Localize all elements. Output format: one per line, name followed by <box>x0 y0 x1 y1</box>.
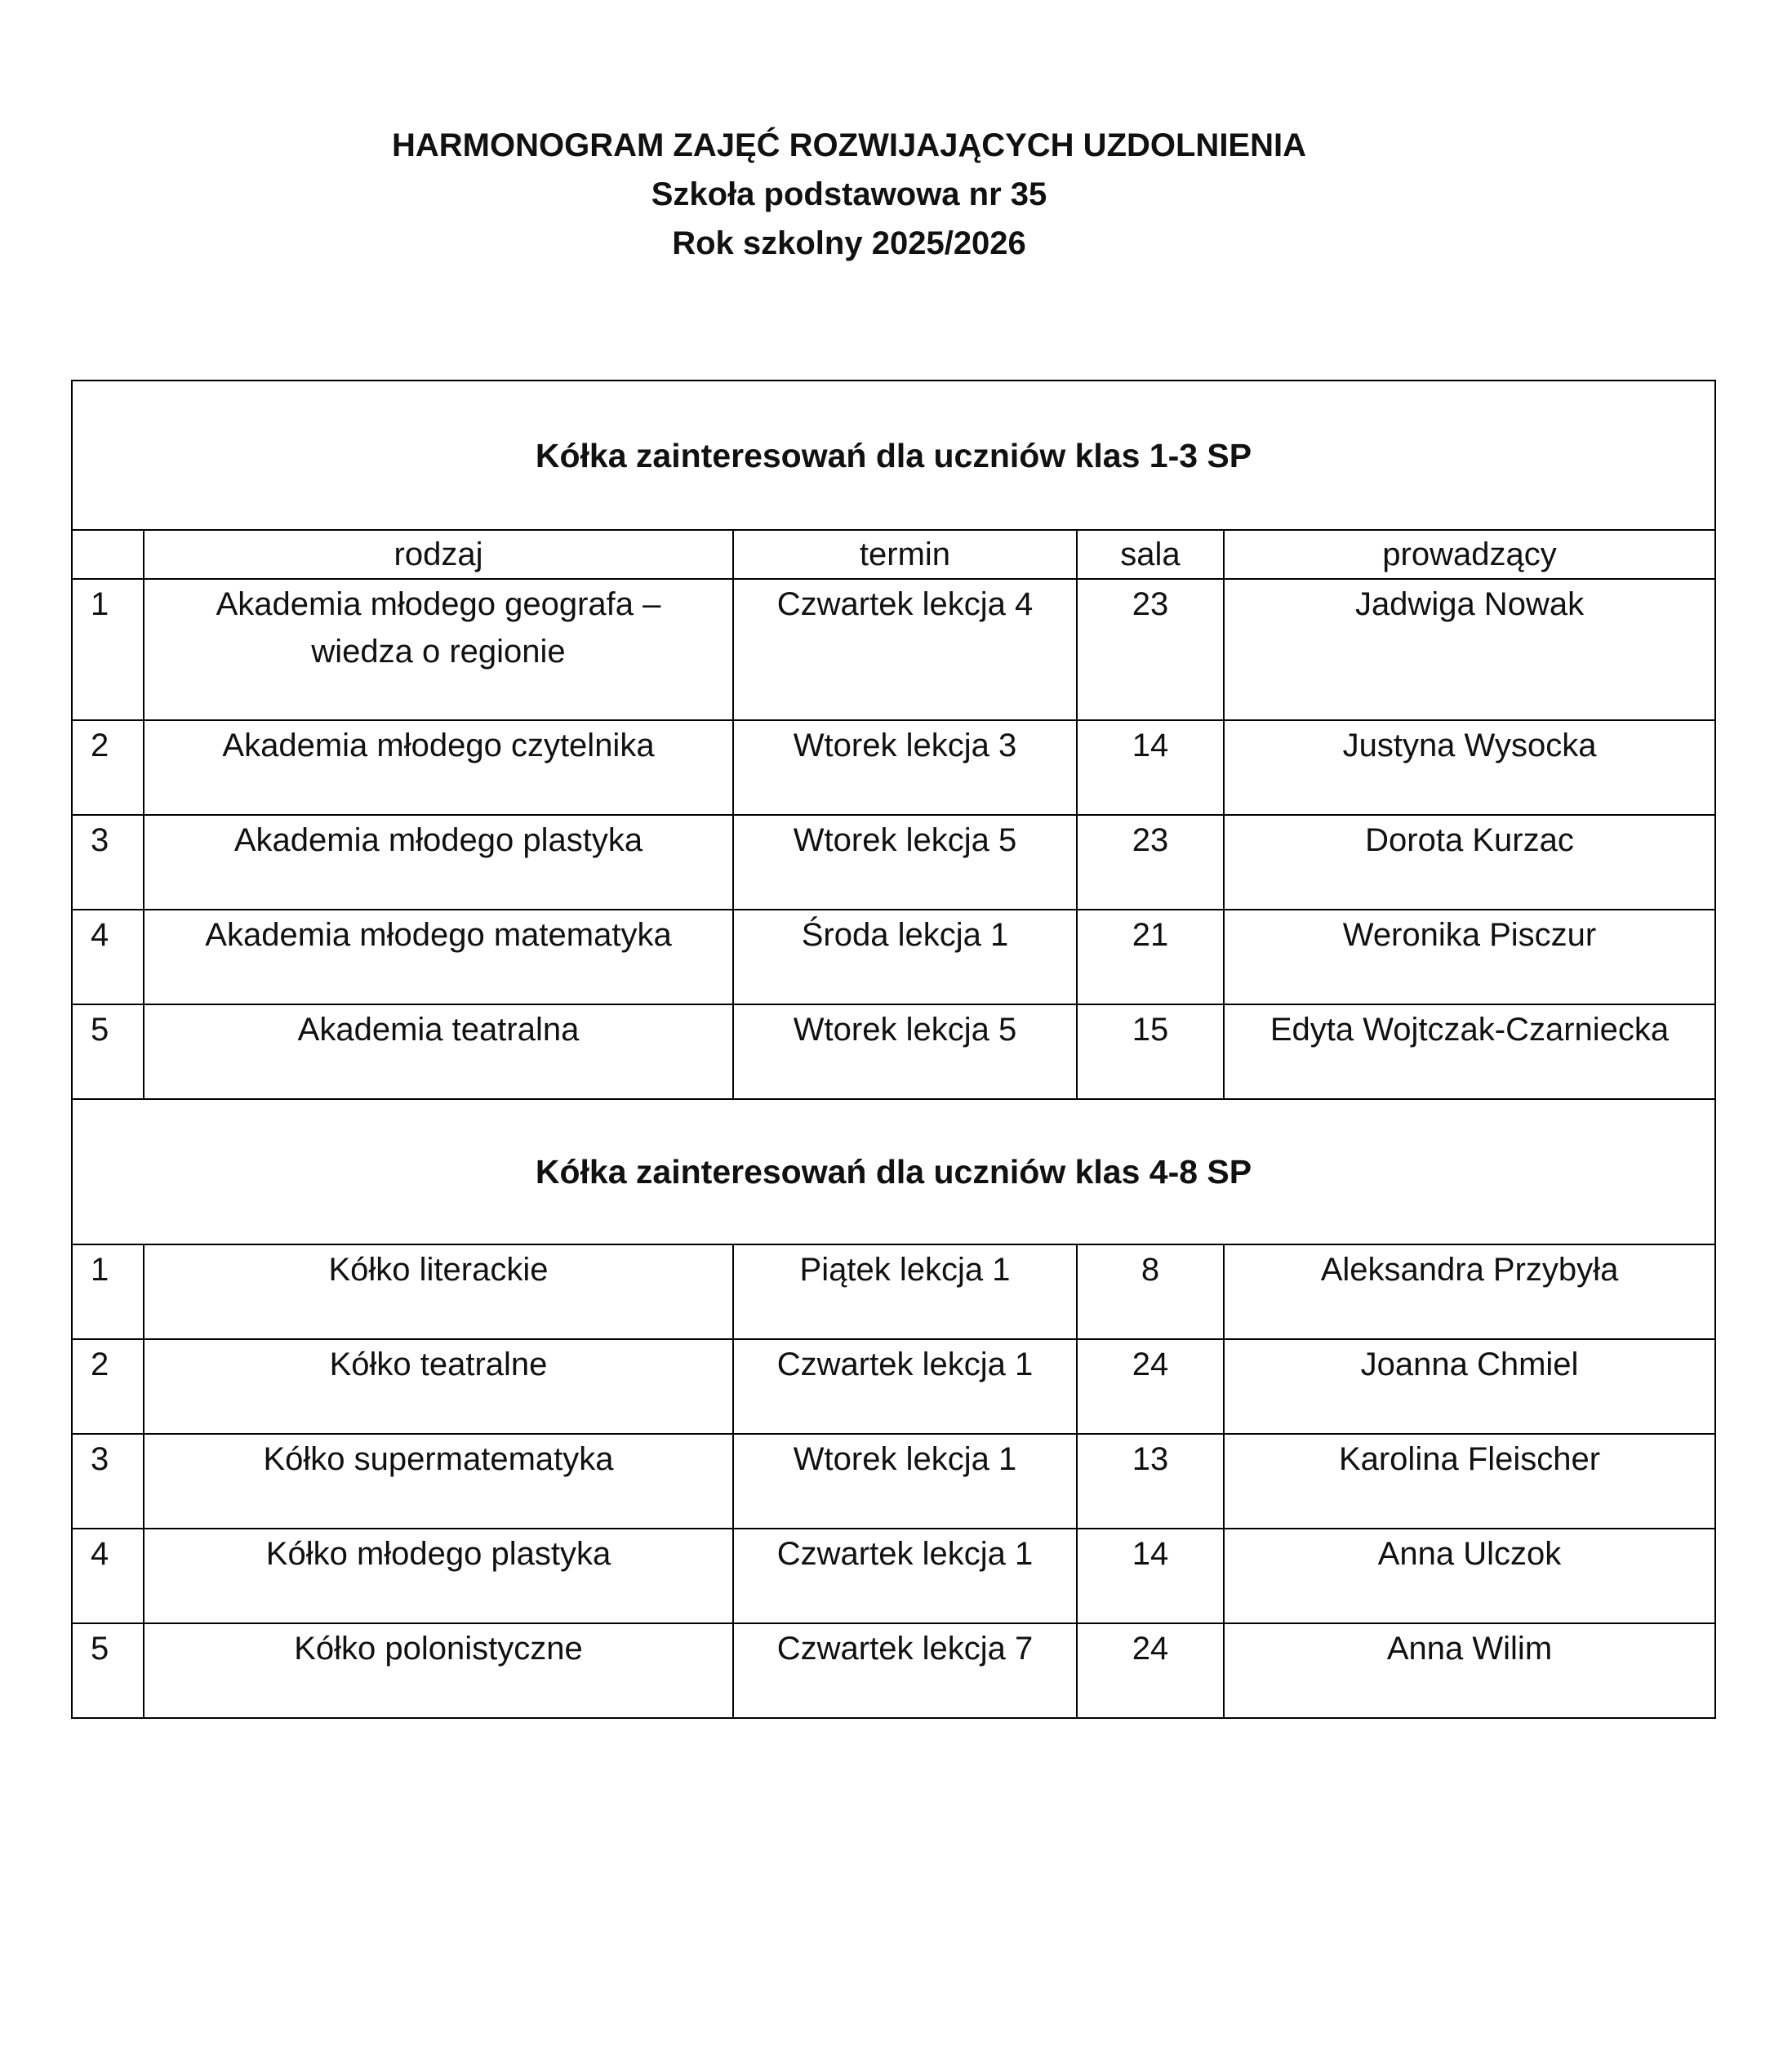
row-number: 1 <box>72 579 144 720</box>
school-name: Szkoła podstawowa nr 35 <box>651 176 1047 212</box>
column-header-termin: termin <box>733 530 1077 579</box>
room-number: 23 <box>1077 579 1224 720</box>
teacher-name: Jadwiga Nowak <box>1224 579 1715 720</box>
teacher-name: Karolina Fleischer <box>1224 1434 1715 1529</box>
teacher-name: Dorota Kurzac <box>1224 815 1715 910</box>
table-row <box>72 910 1715 1004</box>
room-number: 24 <box>1077 1623 1224 1718</box>
room-number: 14 <box>1077 720 1224 815</box>
section-header-row <box>72 381 1715 530</box>
room-number: 23 <box>1077 815 1224 910</box>
row-number: 4 <box>72 1529 144 1623</box>
table-row <box>72 1004 1715 1099</box>
table-row <box>72 1529 1715 1623</box>
room-number: 21 <box>1077 910 1224 1004</box>
activity-time: Wtorek lekcja 5 <box>733 815 1077 910</box>
activity-name: Kółko supermatematyka <box>144 1434 733 1529</box>
school-year: Rok szkolny 2025/2026 <box>672 225 1026 261</box>
schedule-table <box>71 380 1716 1719</box>
activity-name-line: wiedza o regionie <box>311 634 566 670</box>
section-header-row <box>72 1099 1715 1244</box>
room-number: 8 <box>1077 1244 1224 1339</box>
row-number: 2 <box>72 720 144 815</box>
activity-time: Czwartek lekcja 4 <box>733 579 1077 720</box>
document-title: HARMONOGRAM ZAJĘĆ ROZWIJAJĄCYCH UZDOLNIENIA <box>392 127 1306 163</box>
activity-name-line: Akademia młodego geografa – <box>216 586 661 622</box>
activity-time: Wtorek lekcja 5 <box>733 1004 1077 1099</box>
teacher-name: Aleksandra Przybyła <box>1224 1244 1715 1339</box>
column-header-row <box>72 530 1715 579</box>
activity-name: Kółko teatralne <box>144 1339 733 1434</box>
activity-time: Piątek lekcja 1 <box>733 1244 1077 1339</box>
activity-time: Środa lekcja 1 <box>733 910 1077 1004</box>
teacher-name: Joanna Chmiel <box>1224 1339 1715 1434</box>
activity-time: Czwartek lekcja 1 <box>733 1339 1077 1434</box>
section-title: Kółka zainteresowań dla uczniów klas 4-8 SP <box>72 1099 1715 1244</box>
row-number: 3 <box>72 1434 144 1529</box>
row-number: 1 <box>72 1244 144 1339</box>
column-header-rodzaj: rodzaj <box>144 530 733 579</box>
activity-name: Akademia młodego czytelnika <box>144 720 733 815</box>
room-number: 14 <box>1077 1529 1224 1623</box>
activity-time: Czwartek lekcja 1 <box>733 1529 1077 1623</box>
teacher-name: Anna Wilim <box>1224 1623 1715 1718</box>
table-row <box>72 815 1715 910</box>
table-row <box>72 1434 1715 1529</box>
document-header <box>0 121 1698 268</box>
row-number: 5 <box>72 1623 144 1718</box>
room-number: 24 <box>1077 1339 1224 1434</box>
table-row <box>72 1244 1715 1339</box>
row-number: 2 <box>72 1339 144 1434</box>
teacher-name: Edyta Wojtczak-Czarniecka <box>1224 1004 1715 1099</box>
activity-name: Akademia teatralna <box>144 1004 733 1099</box>
teacher-name: Justyna Wysocka <box>1224 720 1715 815</box>
activity-name: Akademia młodego matematyka <box>144 910 733 1004</box>
room-number: 13 <box>1077 1434 1224 1529</box>
table-row <box>72 1339 1715 1434</box>
activity-name <box>144 579 733 720</box>
activity-time: Czwartek lekcja 7 <box>733 1623 1077 1718</box>
column-header-sala: sala <box>1077 530 1224 579</box>
column-header-prowadzacy: prowadzący <box>1224 530 1715 579</box>
activity-time: Wtorek lekcja 3 <box>733 720 1077 815</box>
activity-name: Kółko młodego plastyka <box>144 1529 733 1623</box>
teacher-name: Weronika Pisczur <box>1224 910 1715 1004</box>
activity-name: Kółko literackie <box>144 1244 733 1339</box>
table-row <box>72 579 1715 720</box>
section-title: Kółka zainteresowań dla uczniów klas 1-3 SP <box>72 381 1715 530</box>
activity-name: Kółko polonistyczne <box>144 1623 733 1718</box>
column-header-number <box>72 530 144 579</box>
activity-time: Wtorek lekcja 1 <box>733 1434 1077 1529</box>
activity-name: Akademia młodego plastyka <box>144 815 733 910</box>
teacher-name: Anna Ulczok <box>1224 1529 1715 1623</box>
room-number: 15 <box>1077 1004 1224 1099</box>
table-row <box>72 1623 1715 1718</box>
table-row <box>72 720 1715 815</box>
row-number: 3 <box>72 815 144 910</box>
row-number: 4 <box>72 910 144 1004</box>
row-number: 5 <box>72 1004 144 1099</box>
